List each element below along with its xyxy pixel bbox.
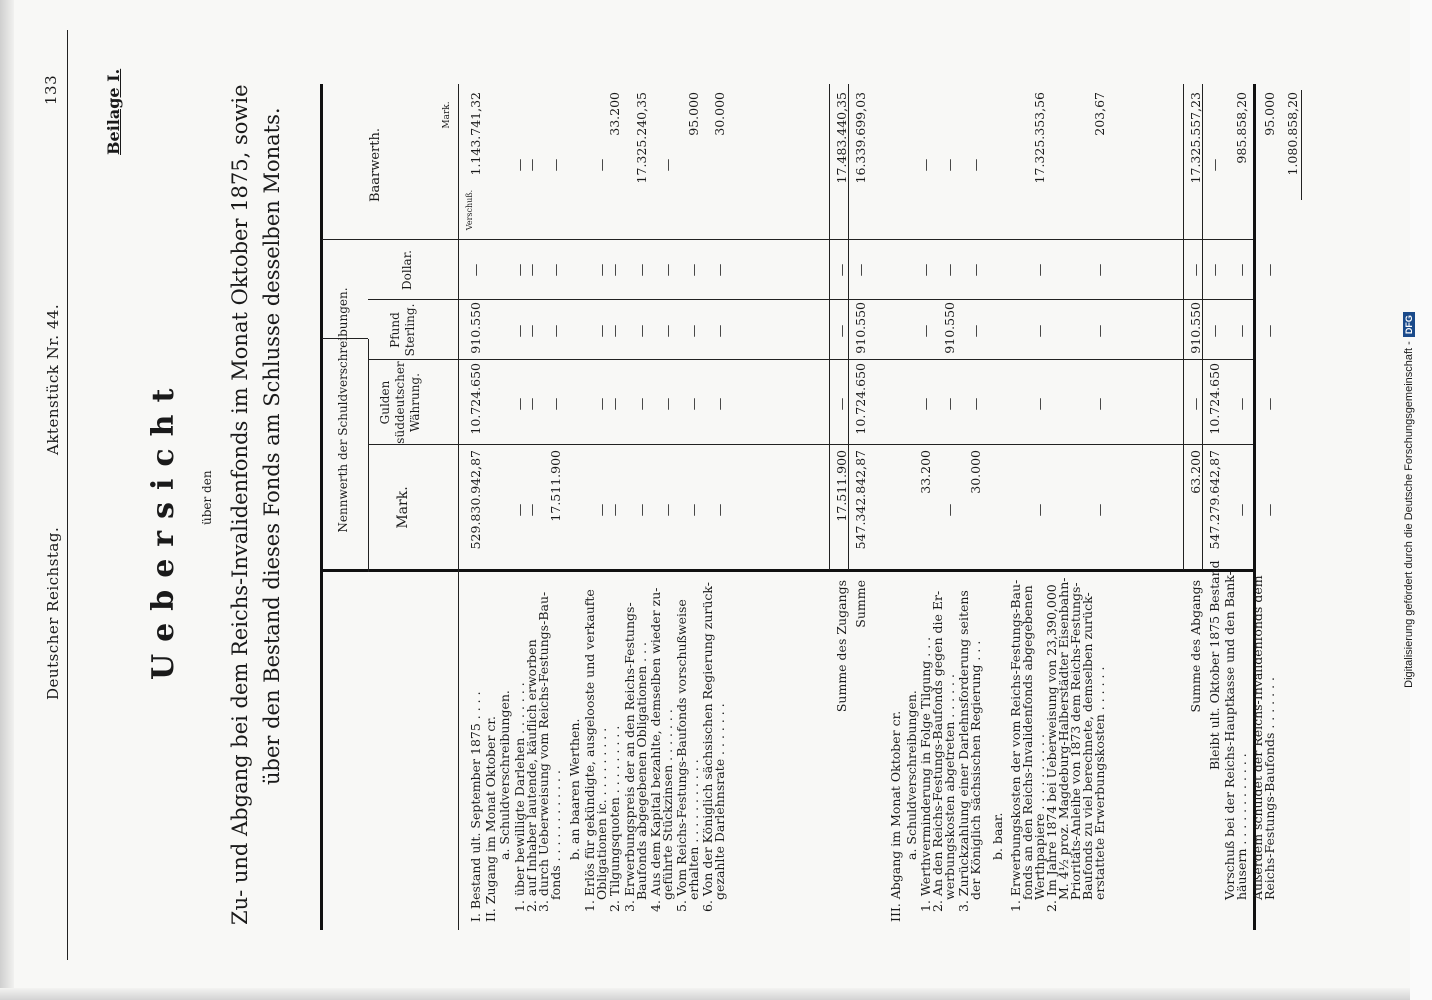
cell-cash: — [594, 158, 609, 172]
cell-dollar: — [1188, 263, 1203, 277]
cell-cash: 30.000 [712, 92, 727, 136]
cell-mark: — [660, 503, 675, 517]
cell-cash: 1.080.858,20 [1285, 92, 1300, 176]
cell-mark: — [942, 503, 957, 517]
cell-pfund: 910.550 [853, 302, 868, 354]
cell-dollar: — [660, 263, 675, 277]
row-label: 3. Zurückzahlung einer Darlehnsforderung seitens [956, 590, 971, 912]
cell-mark: 547.279.642,87 [1207, 450, 1222, 550]
cell-pfund: 910.550 [1188, 302, 1203, 354]
row-label: häusern . . . . . . . . . . . . [1234, 753, 1249, 900]
row-label: 1. Werthverminderung in Folge Tilgung . . . [918, 636, 933, 912]
cell-gulden: 10.724.650 [468, 363, 483, 435]
row-label: Vorschuß bei der Reichs-Hauptkasse und den Bank- [1222, 571, 1237, 900]
subtitle-line-1: Zu- und Abgang bei dem Reichs-Invalidenfonds im Monat Oktober 1875, sowie [228, 84, 252, 925]
row-label: 2. Im Jahre 1874 bei Ueberweisung von 23,390,000 [1044, 584, 1059, 912]
annex-label: Beilage I. [104, 68, 123, 155]
cell-cash: 95.000 [1262, 92, 1277, 136]
row-label: M. 4½ proz. Magdeburg-Halberstädter Eisenbahn- [1056, 577, 1071, 900]
row-label: Summe des Abgangs [1188, 580, 1203, 713]
cell-cash: — [512, 158, 527, 172]
row-label: erstattete Erwerbungskosten . . . . . . [1092, 666, 1107, 900]
cell-pfund: — [712, 324, 727, 338]
cell-dollar: — [942, 263, 957, 277]
cell-cash: 17.325.353,56 [1032, 92, 1047, 184]
cell-dollar: — [1092, 263, 1107, 277]
col-rule-mark-gulden [368, 444, 1253, 445]
cell-cash: 16.339.699,03 [853, 92, 868, 184]
header-rule [67, 30, 68, 960]
cell-mark: — [594, 503, 609, 517]
row-label: Reichs-Festungs-Baufonds . . . . . . . [1262, 677, 1277, 900]
cell-dollar: — [712, 263, 727, 277]
cell-pfund: 910.550 [942, 302, 957, 354]
cell-pfund: — [607, 324, 622, 338]
cell-pfund: — [1092, 324, 1107, 338]
cell-cash: 985.858,20 [1234, 92, 1249, 164]
cell-gulden: — [686, 397, 701, 411]
cash-carryover-note: Verschuß. [465, 189, 474, 231]
row-label: Summe [853, 580, 868, 628]
nominal-group-header: Nennwerth der Schuldverschreibungen. [336, 287, 350, 533]
cell-pfund: — [1262, 324, 1277, 338]
col-header-pfund: Pfund Sterling. [388, 303, 417, 357]
row-label: a. Schuldverschreibungen. [904, 690, 919, 860]
cell-pfund: — [1207, 324, 1222, 338]
rule-before-abgang-sum [1183, 84, 1184, 570]
row-label: geführte Stückzinsen . . . . . . . [660, 709, 675, 900]
row-label: 2. auf Inhaber lautende, käuflich erworben [524, 639, 539, 912]
rule-before-bestand [1202, 84, 1203, 570]
cell-dollar: — [1234, 263, 1249, 277]
rule-before-cash-total [1301, 90, 1302, 200]
cell-dollar: — [834, 263, 849, 277]
row-label: III. Abgang im Monat Oktober cr. [888, 710, 903, 922]
group-header-rule [368, 339, 369, 572]
cell-cash: 1.143.741,32 [468, 92, 483, 176]
cell-mark: — [712, 503, 727, 517]
cell-pfund: — [660, 324, 675, 338]
cell-gulden: — [834, 397, 849, 411]
cell-gulden: — [512, 397, 527, 411]
row-label: Baufonds zu viel berechnete, demselben zurück- [1080, 592, 1095, 900]
running-title: Deutscher Reichstag. [44, 526, 62, 700]
row-label: 3. durch Ueberweisung vom Reichs-Festungs-Bau- [536, 591, 551, 912]
row-label: Prioritäts-Anleihe von 1873 dem Reichs-Festungs- [1068, 582, 1083, 900]
cell-gulden: — [712, 397, 727, 411]
cell-dollar: — [1207, 263, 1222, 277]
row-label: Summe des Zugangs [834, 580, 849, 713]
row-label: 2. Tilgungsquoten . . . . . . . . . [607, 725, 622, 912]
row-label: erhalten . . . . . . . . . . . [686, 759, 701, 900]
cell-dollar: — [512, 263, 527, 277]
col-header-dollar: Dollar. [400, 250, 414, 290]
cell-pfund: — [548, 324, 563, 338]
cell-mark: 17.511.900 [548, 450, 563, 522]
row-label: fonds an den Reichs-Invalidenfonds abgegebenen [1020, 585, 1035, 900]
cell-gulden: — [1262, 397, 1277, 411]
cell-cash: 203,67 [1092, 92, 1107, 136]
page-number: 133 [42, 74, 60, 105]
row-label: der Königlich sächsischen Regierung . . . [968, 640, 983, 900]
row-label: werbungskosten abgetreten . . . . . . [942, 674, 957, 900]
row-label: b. an baaren Werthen. [567, 718, 582, 860]
row-label: II. Zugang im Monat Oktober cr. [483, 716, 498, 922]
cell-cash: — [1207, 158, 1222, 172]
row-label: Baufonds abgegebenen Obligationen . . . [634, 642, 649, 900]
cell-cash: 17.483.440,35 [834, 92, 849, 184]
cell-gulden: 10.724.650 [853, 363, 868, 435]
row-label: a. Schuldverschreibungen. [497, 690, 512, 860]
subtitle-line-2: über den Bestand dieses Fonds am Schlusse desselben Monats. [260, 107, 284, 785]
cell-dollar: — [607, 263, 622, 277]
col-header-cash-unit: Mark. [442, 101, 452, 129]
rule-before-sum [848, 84, 849, 570]
cell-dollar: — [968, 263, 983, 277]
cell-gulden: — [968, 397, 983, 411]
cell-cash: 17.325.557,23 [1188, 92, 1203, 184]
credit-text: Digitalisierung gefördert durch die Deutsche Forschungsgemeinschaft - [1403, 341, 1415, 688]
dfg-logo: DFG [1403, 312, 1415, 337]
cell-pfund: — [524, 324, 539, 338]
cell-gulden: — [548, 397, 563, 411]
cell-dollar: — [468, 263, 483, 277]
cell-dollar: — [548, 263, 563, 277]
cell-cash: — [918, 158, 933, 172]
cell-pfund: — [1032, 324, 1047, 338]
cell-gulden: — [1032, 397, 1047, 411]
header-bottom-rule [458, 84, 459, 930]
cell-dollar: — [918, 263, 933, 277]
cell-mark: 547.342.842,87 [853, 450, 868, 550]
row-label: 4. Aus dem Kapital bezahlte, demselben wieder zu- [648, 587, 663, 912]
cell-mark: — [512, 503, 527, 517]
cell-pfund: — [918, 324, 933, 338]
row-label: 1. Erwerbungskosten der vom Reichs-Festungs-Bau- [1008, 579, 1023, 912]
row-label: fonds . . . . . . . . . . . . [548, 770, 563, 900]
cell-mark: — [1234, 503, 1249, 517]
cell-cash: 33.200 [607, 92, 622, 136]
cell-mark: 30.000 [968, 450, 983, 494]
title-connector: über den [200, 470, 214, 525]
table-top-rule [320, 84, 323, 930]
cell-mark: — [634, 503, 649, 517]
row-label: Obligationen ic. . . . . . . . . . [594, 727, 609, 900]
cell-mark: 33.200 [918, 450, 933, 494]
col-header-gulden: Gulden süddeutscher Währung. [378, 361, 422, 444]
cell-gulden: — [1188, 397, 1203, 411]
cell-cash: 17.325.240,35 [634, 92, 649, 184]
cell-gulden: — [660, 397, 675, 411]
row-label: Außerdem schuldet der Reichs-Invalidenfonds dem [1250, 575, 1265, 900]
cell-mark: 63.200 [1188, 450, 1203, 494]
row-label: 1. über bewilligte Darlehen . . . . . . . [512, 682, 527, 912]
cell-cash: — [660, 158, 675, 172]
cell-dollar: — [634, 263, 649, 277]
cell-pfund: — [512, 324, 527, 338]
cell-cash: — [548, 158, 563, 172]
cell-pfund: — [634, 324, 649, 338]
cell-mark: — [1262, 503, 1277, 517]
row-label: 3. Erwerbungspreis der an den Reichs-Festungs- [622, 602, 637, 912]
row-label: 2. An den Reichs-Festungs-Baufonds gegen die Er- [930, 590, 945, 912]
cell-gulden: — [1234, 397, 1249, 411]
document-reference: Aktenstück Nr. 44. [44, 303, 62, 455]
cell-dollar: — [1032, 263, 1047, 277]
cell-pfund: — [834, 324, 849, 338]
digitization-credit [1403, 220, 1415, 780]
cell-dollar: — [1262, 263, 1277, 277]
cell-dollar: — [524, 263, 539, 277]
col-rule-pfund-dollar [368, 299, 1253, 300]
cell-mark: — [1092, 503, 1107, 517]
cell-gulden: — [918, 397, 933, 411]
row-label: 1. Erlös für gekündigte, ausgelooste und verkaufte [582, 589, 597, 912]
cell-pfund: 910.550 [468, 302, 483, 354]
cell-gulden: — [524, 397, 539, 411]
cell-dollar: — [594, 263, 609, 277]
col-header-cash: Baarwerth. [368, 127, 383, 203]
cell-gulden: — [594, 397, 609, 411]
label-column-divider [322, 569, 1253, 572]
row-label: 6. Von der Königlich sächsischen Regierung zurück- [700, 582, 715, 912]
cell-mark: — [686, 503, 701, 517]
row-label: 5. Vom Reichs-Festungs-Baufonds vorschußweise [674, 599, 689, 912]
cell-cash: — [968, 158, 983, 172]
cell-cash: 95.000 [686, 92, 701, 136]
cell-cash: — [942, 158, 957, 172]
cell-mark: 529.830.942,87 [468, 450, 483, 550]
row-label: Bleibt ult. Oktober 1875 Bestand [1207, 560, 1222, 770]
rule-before-zugang-sum [829, 84, 830, 570]
cell-cash: — [524, 158, 539, 172]
cell-pfund: — [594, 324, 609, 338]
cell-gulden: — [607, 397, 622, 411]
cell-mark: — [607, 503, 622, 517]
row-label: I. Bestand ult. September 1875 . . . . [468, 691, 483, 922]
col-rule-gulden-pfund [368, 359, 1253, 360]
cell-gulden: — [942, 397, 957, 411]
cell-pfund: — [968, 324, 983, 338]
col-header-mark: Mark. [395, 486, 411, 529]
cell-pfund: — [1234, 324, 1249, 338]
cell-gulden: — [634, 397, 649, 411]
cell-dollar: — [853, 263, 868, 277]
row-label: Werthpapiere . . . . . . . . . . [1032, 734, 1047, 900]
cell-gulden: — [1092, 397, 1107, 411]
document-title: Uebersicht [146, 376, 181, 680]
cell-dollar: — [686, 263, 701, 277]
cell-mark: — [1032, 503, 1047, 517]
row-label: b. baar. [990, 812, 1005, 860]
row-label: gezahlte Darlehnsrate . . . . . . . [712, 703, 727, 900]
cell-gulden: 10.724.650 [1207, 363, 1222, 435]
cell-mark: 17.511.900 [834, 450, 849, 522]
cell-pfund: — [686, 324, 701, 338]
cell-mark: — [524, 503, 539, 517]
